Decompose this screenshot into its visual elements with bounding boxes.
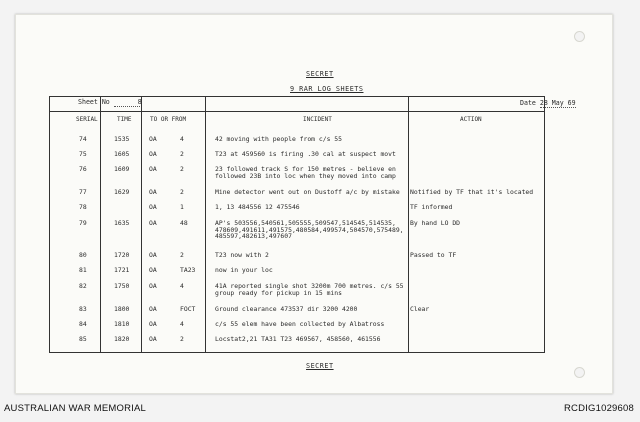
row-serial: 75	[79, 150, 87, 158]
column-divider	[205, 97, 206, 352]
row-to: 2	[180, 188, 184, 196]
row-incident-line: T23 now with 2	[215, 251, 269, 259]
row-from: OA	[149, 203, 157, 211]
row-to: 2	[180, 150, 184, 158]
column-header-incident: INCIDENT	[303, 116, 332, 123]
row-incident-line: 23 followed track S for 150 metres - believe en	[215, 165, 396, 173]
punch-hole	[574, 367, 585, 378]
row-serial: 80	[79, 251, 87, 259]
row-from: OA	[149, 251, 157, 259]
row-incident-line: 41A reported single shot 3200m 700 metres. c/s 55	[215, 282, 404, 290]
row-time: 1810	[114, 320, 130, 328]
row-incident-line: followed 23B into loc when they moved into camp	[215, 171, 396, 180]
row-time: 1820	[114, 335, 130, 343]
date-label: Date	[520, 99, 536, 107]
security-footer: SECRET	[306, 362, 334, 370]
row-time: 1720	[114, 251, 130, 259]
row-from: OA	[149, 305, 157, 313]
row-to: FOCT	[180, 305, 196, 313]
row-incident-line: c/s 55 elem have been collected by Albatross	[215, 320, 385, 328]
row-from: OA	[149, 219, 157, 227]
row-from: OA	[149, 135, 157, 143]
column-divider	[141, 97, 142, 352]
header-divider	[407, 111, 544, 112]
row-incident-line: group ready for pickup in 15 mins	[215, 288, 342, 297]
row-to: 2	[180, 335, 184, 343]
row-time: 1635	[114, 219, 130, 227]
row-incident-line: T23 at 459560 is firing .30 cal at suspect movt	[215, 150, 396, 158]
row-incident-line: AP's 503556,540561,505555,509547,514545,514535,	[215, 219, 396, 227]
row-incident-line: Mine detector went out on Dustoff a/c by mistake	[215, 188, 400, 196]
column-header-action: ACTION	[460, 116, 482, 123]
column-header-time: TIME	[117, 116, 132, 123]
row-from: OA	[149, 335, 157, 343]
row-incident-line: now in your loc	[215, 266, 273, 274]
row-to: 4	[180, 320, 184, 328]
row-serial: 81	[79, 266, 87, 274]
row-serial: 76	[79, 165, 87, 173]
row-to: 1	[180, 203, 184, 211]
row-time: 1535	[114, 135, 130, 143]
security-heading: SECRET	[306, 70, 334, 78]
row-serial: 83	[79, 305, 87, 313]
row-from: OA	[149, 150, 157, 158]
row-to: TA23	[180, 266, 196, 274]
row-action: Passed to TF	[410, 251, 457, 259]
row-to: 2	[180, 251, 184, 259]
row-action: Clear	[410, 305, 430, 313]
column-header-serial: SERIAL	[76, 116, 98, 123]
header-divider	[50, 111, 408, 112]
row-serial: 79	[79, 219, 87, 227]
column-divider	[100, 97, 101, 352]
log-sheets-title: 9 RAR LOG SHEETS	[290, 85, 364, 93]
date-value: 28 May 69	[539, 99, 576, 107]
row-serial: 78	[79, 203, 87, 211]
row-time: 1721	[114, 266, 130, 274]
column-header-to-or-from: TO OR FROM	[150, 116, 187, 123]
row-from: OA	[149, 320, 157, 328]
row-to: 4	[180, 282, 184, 290]
row-serial: 84	[79, 320, 87, 328]
row-incident-line: 42 moving with people from c/s 55	[215, 135, 342, 143]
row-time: 1609	[114, 165, 130, 173]
row-action: TF informed	[410, 203, 453, 211]
row-to: 4	[180, 135, 184, 143]
row-time: 1629	[114, 188, 130, 196]
sheet-no-label: Sheet No	[78, 98, 110, 106]
row-time: 1800	[114, 305, 130, 313]
archive-credit: AUSTRALIAN WAR MEMORIAL	[4, 403, 147, 414]
row-to: 48	[180, 219, 188, 227]
archive-id: RCDIG1029608	[564, 403, 634, 414]
row-from: OA	[149, 282, 157, 290]
row-serial: 77	[79, 188, 87, 196]
row-serial: 82	[79, 282, 87, 290]
row-from: OA	[149, 188, 157, 196]
row-to: 2	[180, 165, 184, 173]
sheet-no-value: 8	[114, 98, 142, 107]
row-incident-line: 485597,482613,497607	[215, 232, 292, 240]
punch-hole	[574, 31, 585, 42]
row-incident-line: Ground clearance 473537 dir 3200 4200	[215, 305, 358, 313]
row-incident-line: 1, 13 484556 12 475546	[215, 203, 300, 211]
row-action: By hand LO DD	[410, 219, 461, 227]
row-incident-line: 478609,491611,491575,480584,499574,504570,575489,	[215, 225, 404, 234]
row-serial: 85	[79, 335, 87, 343]
row-from: OA	[149, 266, 157, 274]
row-incident-line: Locstat2,21 TA31 T23 469567, 458560, 461556	[215, 335, 381, 343]
row-time: 1750	[114, 282, 130, 290]
row-action: Notified by TF that it's located	[410, 188, 534, 196]
row-time: 1605	[114, 150, 130, 158]
row-serial: 74	[79, 135, 87, 143]
row-from: OA	[149, 165, 157, 173]
